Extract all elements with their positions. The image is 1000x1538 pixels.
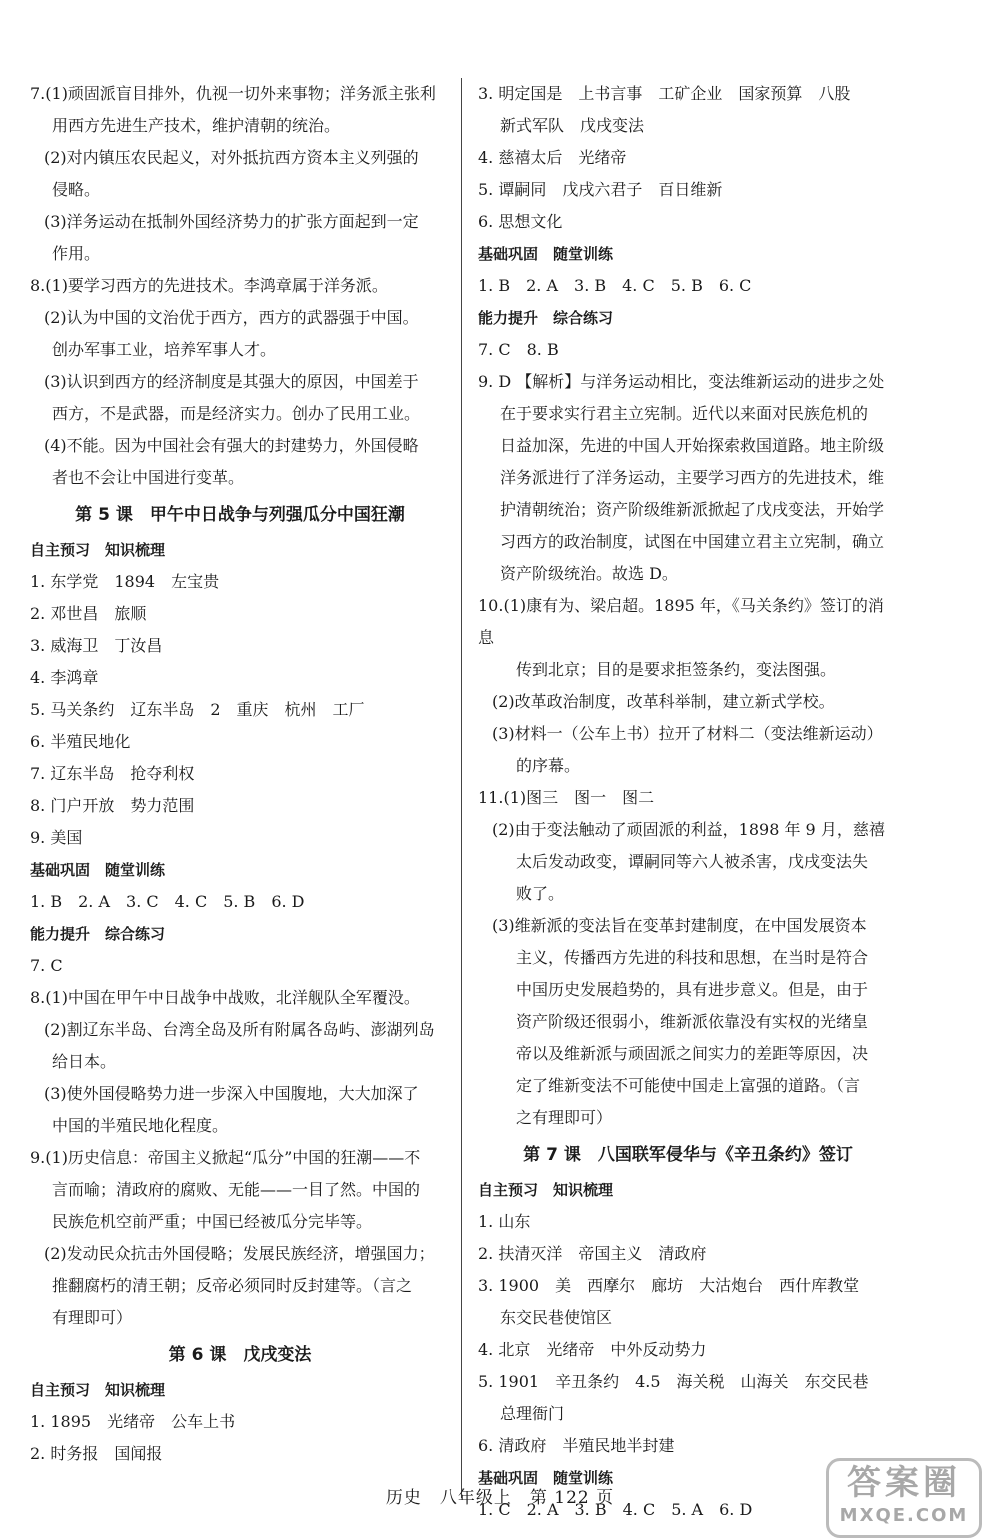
answer-line: 3. 1900 美 西摩尔 廊坊 大沽炮台 西什库教堂	[478, 1276, 860, 1295]
answer-line: 7. 辽东半岛 抢夺利权	[30, 764, 195, 783]
answer-continuation: 传到北京；目的是要求拒签条约，变法图强。	[516, 660, 837, 679]
answer-line: 1. 东学党 1894 左宝贵	[30, 572, 220, 591]
answer-line: 1. B 2. A 3. B 4. C 5. B 6. C	[478, 276, 752, 295]
answer-line: 7.(1)顽固派盲目排外，仇视一切外来事物；洋务派主张利	[30, 84, 436, 103]
answer-line: 3. 明定国是 上书言事 工矿企业 国家预算 八股	[478, 84, 851, 103]
sub-answer-line: (2)改革政治制度，改革科举制，建立新式学校。	[492, 692, 835, 711]
answer-line: 2. 邓世昌 旅顺	[30, 604, 147, 623]
answer-line: 9. 美国	[30, 828, 83, 847]
answer-continuation: 帝以及维新派与顽固派之间实力的差距等原因，决	[516, 1044, 869, 1063]
sub-answer-line: (2)由于变法触动了顽固派的利益，1898 年 9 月，慈禧	[492, 820, 885, 839]
answer-line: 2. 扶清灭洋 帝国主义 清政府	[478, 1244, 707, 1263]
answer-line: 4. 李鸿章	[30, 668, 99, 687]
answer-line: 9. D 【解析】与洋务运动相比，变法维新运动的进步之处	[478, 372, 885, 391]
sub-answer-line: (2)发动民众抗击外国侵略；发展民族经济，增强国力；	[44, 1244, 435, 1263]
answer-continuation: 推翻腐朽的清王朝；反帝必须同时反封建等。（言之	[52, 1276, 413, 1295]
right-column	[478, 78, 898, 1526]
answer-continuation: 总理衙门	[500, 1404, 565, 1423]
answer-line: 1. C 2. A 3. B 4. C 5. A 6. D	[478, 1500, 753, 1519]
answer-line: 1. B 2. A 3. C 4. C 5. B 6. D	[30, 892, 305, 911]
answer-continuation: 西方，不是武器，而是经济实力。创办了民用工业。	[52, 404, 421, 423]
sub-answer-line: (4)不能。因为中国社会有强大的封建势力，外国侵略	[44, 436, 419, 455]
answer-line: 7. C 8. B	[478, 340, 559, 359]
answer-continuation: 习西方的政治制度，试图在中国建立君主立宪制，确立	[500, 532, 885, 551]
answer-line: 7. C	[30, 956, 63, 975]
answer-line: 8.(1)要学习西方的先进技术。李鸿章属于洋务派。	[30, 276, 388, 295]
watermark-url: MXQE.COM	[839, 1505, 969, 1526]
answer-continuation: 资产阶级还很弱小，维新派依靠没有实权的光绪皇	[516, 1012, 869, 1031]
answer-continuation: 新式军队 戊戌变法	[500, 116, 645, 135]
answer-line: 6. 半殖民地化	[30, 732, 131, 751]
watermark-logo	[826, 1458, 982, 1538]
answer-continuation: 中国历史发展趋势的，具有进步意义。但是，由于	[516, 980, 869, 999]
answer-continuation: 者也不会让中国进行变革。	[52, 468, 245, 487]
sub-answer-line: (2)割辽东半岛、台湾全岛及所有附属各岛屿、澎湖列岛	[44, 1020, 435, 1039]
answer-continuation: 给日本。	[52, 1052, 117, 1071]
answer-continuation: 侵略。	[52, 180, 101, 199]
answer-continuation: 在于要求实行君主立宪制。近代以来面对民族危机的	[500, 404, 869, 423]
watermark-text: 答案圈	[847, 1463, 961, 1503]
section-heading: 自主预习 知识梳理	[478, 1181, 614, 1199]
answer-continuation: 败了。	[516, 884, 565, 903]
answer-continuation: 的序幕。	[516, 756, 581, 775]
answer-continuation: 民族危机空前严重；中国已经被瓜分完毕等。	[52, 1212, 373, 1231]
answer-continuation: 之有理即可）	[516, 1108, 613, 1127]
column-divider	[461, 78, 462, 1498]
sub-answer-line: (3)材料一（公车上书）拉开了材料二（变法维新运动）	[492, 724, 883, 743]
sub-answer-line: (3)维新派的变法旨在变革封建制度，在中国发展资本	[492, 916, 867, 935]
sub-answer-line: (2)认为中国的文治优于西方，西方的武器强于中国。	[44, 308, 419, 327]
left-column	[30, 78, 450, 1470]
answer-line: 10.(1)康有为、梁启超。1895 年，《马关条约》签订的消息	[478, 596, 884, 647]
section-heading: 自主预习 知识梳理	[30, 1381, 166, 1399]
answer-line: 6. 清政府 半殖民地半封建	[478, 1436, 675, 1455]
answer-line: 5. 马关条约 辽东半岛 2 重庆 杭州 工厂	[30, 700, 365, 719]
sub-answer-line: (3)认识到西方的经济制度是其强大的原因，中国差于	[44, 372, 419, 391]
answer-continuation: 资产阶级统治。故选 D。	[500, 564, 678, 583]
section-heading: 能力提升 综合练习	[30, 925, 166, 943]
answer-continuation: 定了维新变法不可能使中国走上富强的道路。（言	[516, 1076, 861, 1095]
sub-answer-line: (3)使外国侵略势力进一步深入中国腹地，大大加深了	[44, 1084, 419, 1103]
answer-line: 5. 谭嗣同 戊戌六君子 百日维新	[478, 180, 723, 199]
answer-line: 5. 1901 辛丑条约 4.5 海关税 山海关 东交民巷	[478, 1372, 869, 1391]
lesson-title: 第 6 课 戊戌变法	[168, 1345, 312, 1365]
answer-continuation: 护清朝统治；资产阶级维新派掀起了戊戌变法，开始学	[500, 500, 885, 519]
page-footer: 历史 八年级上 第 122 页	[385, 1488, 615, 1508]
section-heading: 能力提升 综合练习	[478, 309, 614, 327]
answer-line: 3. 威海卫 丁汝昌	[30, 636, 163, 655]
section-heading: 基础巩固 随堂训练	[478, 245, 614, 263]
answer-line: 8.(1)中国在甲午中日战争中战败，北洋舰队全军覆没。	[30, 988, 420, 1007]
answer-continuation: 太后发动政变，谭嗣同等六人被杀害，戊戌变法失	[516, 852, 869, 871]
answer-line: 4. 慈禧太后 光绪帝	[478, 148, 627, 167]
section-heading: 自主预习 知识梳理	[30, 541, 166, 559]
answer-continuation: 有理即可）	[52, 1308, 133, 1327]
sub-answer-line: (3)洋务运动在抵制外国经济势力的扩张方面起到一定	[44, 212, 419, 231]
answer-line: 9.(1)历史信息：帝国主义掀起“瓜分”中国的狂潮——不	[30, 1148, 421, 1167]
answer-continuation: 日益加深，先进的中国人开始探索救国道路。地主阶级	[500, 436, 885, 455]
answer-continuation: 作用。	[52, 244, 101, 263]
answer-line: 11.(1)图三 图一 图二	[478, 788, 655, 807]
section-heading: 基础巩固 随堂训练	[478, 1469, 614, 1487]
answer-line: 2. 时务报 国闻报	[30, 1444, 163, 1463]
lesson-title: 第 5 课 甲午中日战争与列强瓜分中国狂潮	[75, 505, 405, 525]
answer-line: 8. 门户开放 势力范围	[30, 796, 195, 815]
sub-answer-line: (2)对内镇压农民起义，对外抵抗西方资本主义列强的	[44, 148, 419, 167]
answer-continuation: 东交民巷使馆区	[500, 1308, 613, 1327]
answer-continuation: 用西方先进生产技术，维护清朝的统治。	[52, 116, 341, 135]
answer-line: 6. 思想文化	[478, 212, 563, 231]
section-heading: 基础巩固 随堂训练	[30, 861, 166, 879]
answer-line: 1. 山东	[478, 1212, 531, 1231]
answer-continuation: 言而喻；清政府的腐败、无能——一目了然。中国的	[52, 1180, 421, 1199]
answer-continuation: 主义，传播西方先进的科技和思想，在当时是符合	[516, 948, 869, 967]
answer-continuation: 中国的半殖民地化程度。	[52, 1116, 229, 1135]
lesson-title: 第 7 课 八国联军侵华与《辛丑条约》签订	[523, 1145, 853, 1165]
answer-line: 4. 北京 光绪帝 中外反动势力	[478, 1340, 707, 1359]
answer-line: 1. 1895 光绪帝 公车上书	[30, 1412, 236, 1431]
answer-continuation: 洋务派进行了洋务运动，主要学习西方的先进技术，维	[500, 468, 885, 487]
answer-continuation: 创办军事工业，培养军事人才。	[52, 340, 277, 359]
